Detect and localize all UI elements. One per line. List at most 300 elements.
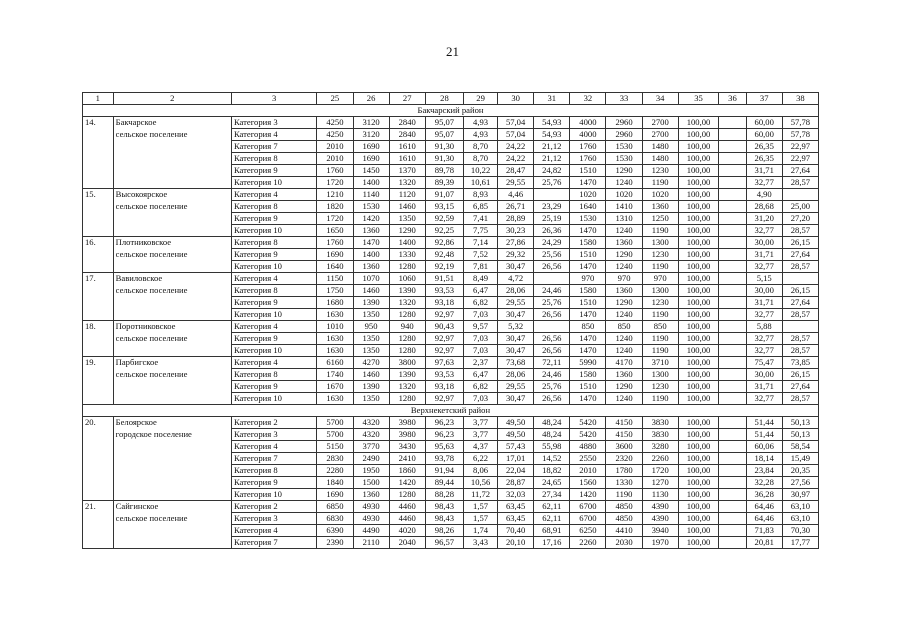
- district-name: Верхнекетский район: [83, 405, 819, 417]
- value-cell: 28,57: [782, 345, 818, 357]
- value-cell: 20,81: [746, 537, 782, 549]
- value-cell: 1630: [317, 393, 353, 405]
- value-cell: 91,07: [425, 189, 463, 201]
- value-cell: [719, 261, 746, 273]
- value-cell: 1480: [642, 153, 678, 165]
- value-cell: 30,47: [498, 261, 534, 273]
- value-cell: 100,00: [678, 441, 719, 453]
- value-cell: 31,20: [746, 213, 782, 225]
- value-cell: 28,68: [746, 201, 782, 213]
- settlement-name: [113, 225, 231, 237]
- value-cell: 32,77: [746, 309, 782, 321]
- value-cell: 1360: [353, 261, 389, 273]
- table-row: [83, 489, 819, 501]
- table-row: [83, 381, 819, 393]
- table-row: [83, 393, 819, 405]
- district-name: Бакчарский район: [83, 105, 819, 117]
- value-cell: 1280: [389, 309, 425, 321]
- value-cell: 49,50: [498, 429, 534, 441]
- value-cell: [719, 333, 746, 345]
- value-cell: 2010: [317, 153, 353, 165]
- category-cell: Категория 7: [231, 141, 316, 153]
- value-cell: 100,00: [678, 321, 719, 333]
- value-cell: 22,97: [782, 153, 818, 165]
- value-cell: 17,01: [498, 453, 534, 465]
- value-cell: 1240: [606, 393, 642, 405]
- category-cell: Категория 8: [231, 201, 316, 213]
- value-cell: 2960: [606, 129, 642, 141]
- value-cell: 18,82: [534, 465, 570, 477]
- value-cell: [719, 537, 746, 549]
- district-row: [83, 405, 819, 417]
- settlement-number: 21.: [83, 501, 114, 513]
- value-cell: 2040: [389, 537, 425, 549]
- value-cell: 57,78: [782, 117, 818, 129]
- value-cell: 29,32: [498, 249, 534, 261]
- value-cell: 25,76: [534, 297, 570, 309]
- value-cell: [782, 189, 818, 201]
- value-cell: 5700: [317, 429, 353, 441]
- value-cell: 4170: [606, 357, 642, 369]
- value-cell: 100,00: [678, 345, 719, 357]
- value-cell: [719, 489, 746, 501]
- value-cell: 32,77: [746, 261, 782, 273]
- value-cell: 32,28: [746, 477, 782, 489]
- value-cell: 1130: [642, 489, 678, 501]
- value-cell: [534, 273, 570, 285]
- value-cell: 1390: [353, 297, 389, 309]
- value-cell: 17,16: [534, 537, 570, 549]
- category-cell: Категория 9: [231, 213, 316, 225]
- value-cell: 1020: [570, 189, 606, 201]
- value-cell: 27,86: [498, 237, 534, 249]
- value-cell: 96,57: [425, 537, 463, 549]
- value-cell: 100,00: [678, 501, 719, 513]
- value-cell: 95,07: [425, 117, 463, 129]
- value-cell: 4,93: [464, 117, 498, 129]
- value-cell: 1020: [606, 189, 642, 201]
- value-cell: 32,77: [746, 177, 782, 189]
- value-cell: 28,06: [498, 285, 534, 297]
- value-cell: 21,12: [534, 153, 570, 165]
- value-cell: 100,00: [678, 129, 719, 141]
- value-cell: 22,97: [782, 141, 818, 153]
- value-cell: 2010: [570, 465, 606, 477]
- value-cell: 2260: [642, 453, 678, 465]
- value-cell: 4390: [642, 513, 678, 525]
- table-row: [83, 357, 819, 369]
- value-cell: 2030: [606, 537, 642, 549]
- value-cell: 62,11: [534, 513, 570, 525]
- value-cell: 57,04: [498, 129, 534, 141]
- settlement-number: [83, 297, 114, 309]
- settlement-name: сельское поселение: [113, 129, 231, 141]
- value-cell: [719, 297, 746, 309]
- settlement-number: [83, 393, 114, 405]
- settlement-name: Бакчарское: [113, 117, 231, 129]
- value-cell: 93,53: [425, 285, 463, 297]
- value-cell: 10,61: [464, 177, 498, 189]
- value-cell: 32,77: [746, 393, 782, 405]
- value-cell: 1240: [606, 261, 642, 273]
- value-cell: 1740: [317, 369, 353, 381]
- value-cell: [719, 393, 746, 405]
- settlement-name: сельское поселение: [113, 513, 231, 525]
- value-cell: 48,24: [534, 429, 570, 441]
- value-cell: 100,00: [678, 201, 719, 213]
- value-cell: [719, 525, 746, 537]
- value-cell: 92,19: [425, 261, 463, 273]
- value-cell: 9,57: [464, 321, 498, 333]
- value-cell: 1410: [606, 201, 642, 213]
- value-cell: 57,04: [498, 117, 534, 129]
- value-cell: 6830: [317, 513, 353, 525]
- value-cell: 1510: [570, 165, 606, 177]
- settlement-number: [83, 537, 114, 549]
- value-cell: 1840: [317, 477, 353, 489]
- value-cell: 29,55: [498, 381, 534, 393]
- value-cell: 2550: [570, 453, 606, 465]
- value-cell: 73,68: [498, 357, 534, 369]
- value-cell: 4,37: [464, 441, 498, 453]
- value-cell: 2260: [570, 537, 606, 549]
- value-cell: 30,47: [498, 345, 534, 357]
- value-cell: 63,10: [782, 513, 818, 525]
- table-row: [83, 417, 819, 429]
- value-cell: [719, 141, 746, 153]
- value-cell: 1,57: [464, 501, 498, 513]
- settlement-name: городское поселение: [113, 429, 231, 441]
- value-cell: 92,86: [425, 237, 463, 249]
- value-cell: 6,85: [464, 201, 498, 213]
- settlement-name: [113, 381, 231, 393]
- value-cell: 1360: [353, 225, 389, 237]
- settlement-number: [83, 465, 114, 477]
- value-cell: 30,47: [498, 393, 534, 405]
- value-cell: 1720: [317, 177, 353, 189]
- value-cell: 26,56: [534, 261, 570, 273]
- value-cell: 2840: [389, 129, 425, 141]
- value-cell: 31,71: [746, 297, 782, 309]
- value-cell: 26,56: [534, 309, 570, 321]
- value-cell: 93,18: [425, 297, 463, 309]
- settlement-name: [113, 177, 231, 189]
- settlement-number: 16.: [83, 237, 114, 249]
- table-row: [83, 525, 819, 537]
- value-cell: 100,00: [678, 141, 719, 153]
- settlement-number: [83, 249, 114, 261]
- table-row: [83, 141, 819, 153]
- value-cell: [534, 189, 570, 201]
- settlement-number: [83, 165, 114, 177]
- value-cell: 93,78: [425, 453, 463, 465]
- value-cell: 55,98: [534, 441, 570, 453]
- value-cell: 5,32: [498, 321, 534, 333]
- table-row: [83, 429, 819, 441]
- value-cell: [719, 153, 746, 165]
- value-cell: 4150: [606, 417, 642, 429]
- value-cell: 6700: [570, 513, 606, 525]
- value-cell: 3830: [642, 429, 678, 441]
- value-cell: 93,18: [425, 381, 463, 393]
- column-header: 36: [719, 93, 746, 105]
- value-cell: 26,56: [534, 345, 570, 357]
- settlement-name: сельское поселение: [113, 249, 231, 261]
- settlement-name: [113, 477, 231, 489]
- settlement-number: [83, 213, 114, 225]
- value-cell: 1240: [606, 177, 642, 189]
- column-header: 38: [782, 93, 818, 105]
- value-cell: 4320: [353, 417, 389, 429]
- value-cell: 1020: [642, 189, 678, 201]
- value-cell: 1470: [570, 261, 606, 273]
- value-cell: 1510: [570, 381, 606, 393]
- value-cell: 1510: [570, 297, 606, 309]
- header-row: [83, 93, 819, 105]
- table-row: [83, 273, 819, 285]
- value-cell: 28,89: [498, 213, 534, 225]
- settlement-name: Вавиловское: [113, 273, 231, 285]
- value-cell: 70,30: [782, 525, 818, 537]
- value-cell: 1530: [606, 153, 642, 165]
- value-cell: 100,00: [678, 177, 719, 189]
- value-cell: 1460: [353, 369, 389, 381]
- value-cell: 1240: [606, 309, 642, 321]
- value-cell: 1210: [317, 189, 353, 201]
- value-cell: [719, 117, 746, 129]
- table-row: [83, 537, 819, 549]
- settlement-number: [83, 453, 114, 465]
- settlement-number: [83, 177, 114, 189]
- settlement-name: [113, 165, 231, 177]
- value-cell: 3940: [642, 525, 678, 537]
- value-cell: 1350: [353, 309, 389, 321]
- value-cell: 1470: [570, 177, 606, 189]
- value-cell: 1360: [606, 285, 642, 297]
- value-cell: [719, 345, 746, 357]
- value-cell: 4,72: [498, 273, 534, 285]
- value-cell: 72,11: [534, 357, 570, 369]
- value-cell: [719, 225, 746, 237]
- value-cell: 25,76: [534, 381, 570, 393]
- value-cell: 31,71: [746, 249, 782, 261]
- value-cell: 28,57: [782, 177, 818, 189]
- settlement-number: [83, 477, 114, 489]
- value-cell: 30,23: [498, 225, 534, 237]
- value-cell: 1350: [353, 333, 389, 345]
- value-cell: 4020: [389, 525, 425, 537]
- value-cell: 25,19: [534, 213, 570, 225]
- table-row: [83, 189, 819, 201]
- value-cell: 28,47: [498, 165, 534, 177]
- category-cell: Категория 10: [231, 225, 316, 237]
- value-cell: 22,04: [498, 465, 534, 477]
- value-cell: 100,00: [678, 213, 719, 225]
- category-cell: Категория 9: [231, 477, 316, 489]
- value-cell: 25,00: [782, 201, 818, 213]
- table-row: [83, 201, 819, 213]
- settlement-number: [83, 285, 114, 297]
- settlement-name: [113, 441, 231, 453]
- value-cell: 8,06: [464, 465, 498, 477]
- value-cell: 1250: [642, 213, 678, 225]
- value-cell: 100,00: [678, 537, 719, 549]
- value-cell: 58,54: [782, 441, 818, 453]
- value-cell: 92,59: [425, 213, 463, 225]
- value-cell: 89,78: [425, 165, 463, 177]
- value-cell: [719, 357, 746, 369]
- value-cell: 97,63: [425, 357, 463, 369]
- table-row: [83, 237, 819, 249]
- settlement-number: [83, 129, 114, 141]
- value-cell: 32,77: [746, 225, 782, 237]
- value-cell: 7,52: [464, 249, 498, 261]
- value-cell: 28,57: [782, 261, 818, 273]
- value-cell: 6,82: [464, 381, 498, 393]
- category-cell: Категория 7: [231, 453, 316, 465]
- value-cell: 91,30: [425, 153, 463, 165]
- settlement-number: [83, 153, 114, 165]
- value-cell: 93,53: [425, 369, 463, 381]
- value-cell: 1360: [642, 201, 678, 213]
- value-cell: 1140: [353, 189, 389, 201]
- value-cell: 92,97: [425, 345, 463, 357]
- value-cell: 93,15: [425, 201, 463, 213]
- settlement-name: сельское поселение: [113, 369, 231, 381]
- value-cell: [719, 465, 746, 477]
- value-cell: 100,00: [678, 237, 719, 249]
- value-cell: 1350: [389, 213, 425, 225]
- category-cell: Категория 10: [231, 261, 316, 273]
- value-cell: 5990: [570, 357, 606, 369]
- value-cell: 1470: [570, 393, 606, 405]
- value-cell: 4460: [389, 501, 425, 513]
- value-cell: 50,13: [782, 417, 818, 429]
- value-cell: 1760: [570, 141, 606, 153]
- value-cell: 1950: [353, 465, 389, 477]
- value-cell: 29,55: [498, 177, 534, 189]
- value-cell: 8,93: [464, 189, 498, 201]
- value-cell: 28,06: [498, 369, 534, 381]
- column-header: 35: [678, 93, 719, 105]
- value-cell: 1820: [317, 201, 353, 213]
- table-row: [83, 477, 819, 489]
- value-cell: 2320: [606, 453, 642, 465]
- value-cell: 100,00: [678, 189, 719, 201]
- category-cell: Категория 2: [231, 501, 316, 513]
- value-cell: 2840: [389, 117, 425, 129]
- value-cell: 17,77: [782, 537, 818, 549]
- settlement-number: [83, 201, 114, 213]
- settlement-name: [113, 141, 231, 153]
- value-cell: 20,10: [498, 537, 534, 549]
- value-cell: 1240: [606, 345, 642, 357]
- value-cell: 98,26: [425, 525, 463, 537]
- value-cell: 6700: [570, 501, 606, 513]
- settlement-number: [83, 441, 114, 453]
- value-cell: 1240: [606, 225, 642, 237]
- value-cell: 28,57: [782, 393, 818, 405]
- column-header: 33: [606, 93, 642, 105]
- settlement-number: 15.: [83, 189, 114, 201]
- value-cell: 2830: [317, 453, 353, 465]
- column-header: 26: [353, 93, 389, 105]
- value-cell: 26,56: [534, 393, 570, 405]
- table-row: [83, 465, 819, 477]
- value-cell: 940: [389, 321, 425, 333]
- value-cell: 3,43: [464, 537, 498, 549]
- value-cell: 1230: [642, 381, 678, 393]
- value-cell: 1510: [570, 249, 606, 261]
- column-header: 31: [534, 93, 570, 105]
- value-cell: 100,00: [678, 525, 719, 537]
- value-cell: 60,00: [746, 117, 782, 129]
- table-row: [83, 213, 819, 225]
- settlement-number: [83, 309, 114, 321]
- settlement-number: [83, 525, 114, 537]
- value-cell: 4250: [317, 117, 353, 129]
- value-cell: 1360: [606, 237, 642, 249]
- value-cell: 63,45: [498, 501, 534, 513]
- value-cell: 26,71: [498, 201, 534, 213]
- value-cell: 100,00: [678, 453, 719, 465]
- value-cell: 3120: [353, 117, 389, 129]
- value-cell: 100,00: [678, 513, 719, 525]
- value-cell: 1450: [353, 165, 389, 177]
- value-cell: 1360: [606, 369, 642, 381]
- value-cell: 1970: [642, 537, 678, 549]
- value-cell: 1420: [389, 477, 425, 489]
- value-cell: 11,72: [464, 489, 498, 501]
- value-cell: [719, 477, 746, 489]
- value-cell: 1390: [389, 285, 425, 297]
- value-cell: 2110: [353, 537, 389, 549]
- value-cell: 23,84: [746, 465, 782, 477]
- value-cell: 2700: [642, 117, 678, 129]
- value-cell: 1120: [389, 189, 425, 201]
- value-cell: 1760: [317, 165, 353, 177]
- value-cell: 1310: [606, 213, 642, 225]
- value-cell: 1470: [570, 225, 606, 237]
- column-header: 37: [746, 93, 782, 105]
- value-cell: 100,00: [678, 153, 719, 165]
- settlement-number: [83, 225, 114, 237]
- value-cell: [719, 429, 746, 441]
- value-cell: 32,77: [746, 333, 782, 345]
- value-cell: 7,03: [464, 309, 498, 321]
- settlement-number: [83, 489, 114, 501]
- value-cell: 24,46: [534, 285, 570, 297]
- value-cell: 30,47: [498, 309, 534, 321]
- table-row: [83, 117, 819, 129]
- value-cell: 1390: [353, 381, 389, 393]
- value-cell: 1,57: [464, 513, 498, 525]
- value-cell: 1420: [570, 489, 606, 501]
- value-cell: 100,00: [678, 225, 719, 237]
- value-cell: 14,52: [534, 453, 570, 465]
- value-cell: [719, 369, 746, 381]
- value-cell: 1690: [353, 153, 389, 165]
- value-cell: 96,23: [425, 429, 463, 441]
- value-cell: 1750: [317, 285, 353, 297]
- value-cell: 4320: [353, 429, 389, 441]
- category-cell: Категория 8: [231, 237, 316, 249]
- value-cell: [719, 201, 746, 213]
- value-cell: 2490: [353, 453, 389, 465]
- value-cell: 27,64: [782, 381, 818, 393]
- value-cell: [782, 321, 818, 333]
- value-cell: 1230: [642, 249, 678, 261]
